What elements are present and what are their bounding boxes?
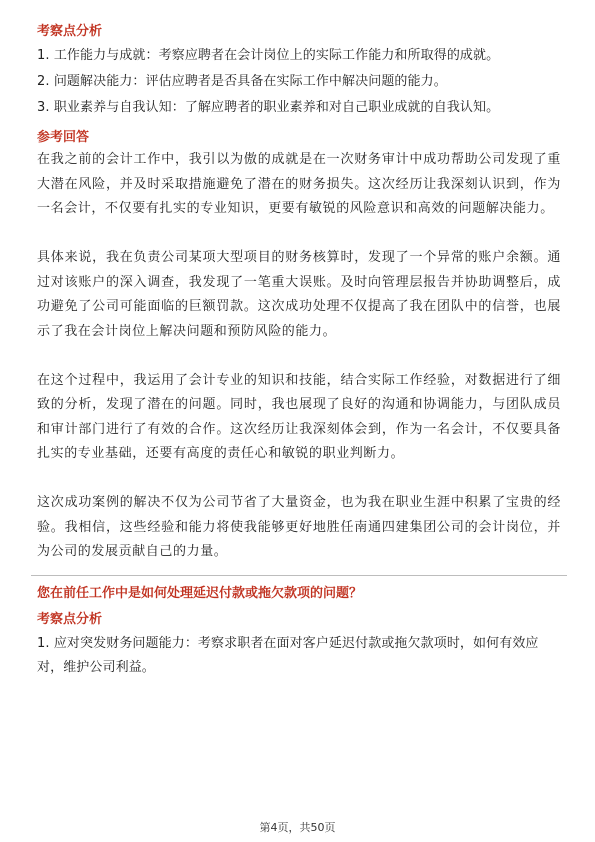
answer-paragraph-1: 在我之前的会计工作中，我引以为傲的成就是在一次财务审计中成功帮助公司发现了重大潜在风险，并及时采取措施避免了潜在的财务损失。这次经历让我深刻认识到，作为一名会计，不仅要有扎实的专业知识，更要有敏锐的风险意识和高效的问题解决能力。 [37, 152, 561, 216]
question-title: 您在前任工作中是如何处理延迟付款或拖欠款项的问题？ [37, 585, 363, 601]
analysis-item-1: 1. 工作能力与成就：考察应聘者在会计岗位上的实际工作能力和所取得的成就。 [37, 48, 500, 63]
section-heading-analysis: 考察点分析 [37, 24, 103, 39]
section-divider [31, 575, 567, 576]
answer-paragraph-3: 在这个过程中，我运用了会计专业的知识和技能，结合实际工作经验，对数据进行了细致的分析，发现了潜在的问题。同时，我也展现了良好的沟通和协调能力，与团队成员和审计部门进行了有效的合作。这次经历让我深刻体会到，作为一名会计，不仅要具备扎实的专业基础，还要有高度的责任心和敏锐的职业判断力。 [37, 372, 561, 461]
answer-paragraph-4: 这次成功案例的解决不仅为公司节省了大量资金，也为我在职业生涯中积累了宝贵的经验。我相信，这些经验和能力将使我能够更好地胜任南通四建集团公司的会计岗位，并为公司的发展贡献自己的力量。 [37, 495, 561, 559]
paragraph-gap [37, 344, 561, 369]
document-page [37, 22, 561, 686]
section-heading-answer: 参考回答 [37, 130, 90, 145]
paragraph-gap [37, 467, 561, 492]
page-number: 第4页，共50页 [259, 821, 336, 834]
analysis-item-next-1: 1. 应对突发财务问题能力：考察求职者在面对客户延迟付款或拖欠款项时，如何有效应对，维护公司利益。 [37, 635, 539, 675]
section-heading-analysis-2: 考察点分析 [37, 611, 103, 627]
paragraph-gap [37, 222, 561, 247]
analysis-item-2: 2. 问题解决能力：评估应聘者是否具备在实际工作中解决问题的能力。 [37, 74, 447, 89]
analysis-item-3: 3. 职业素养与自我认知：了解应聘者的职业素养和对自己职业成就的自我认知。 [37, 100, 500, 115]
answer-paragraph-2: 具体来说，我在负责公司某项大型项目的财务核算时，发现了一个异常的账户余额。通过对该账户的深入调查，我发现了一笔重大误账。及时向管理层报告并协助调整后，成功避免了公司可能面临的巨额罚款。这次成功处理不仅提高了我在团队中的信誉，也展示了我在会计岗位上解决问题和预防风险的能力。 [37, 250, 561, 339]
